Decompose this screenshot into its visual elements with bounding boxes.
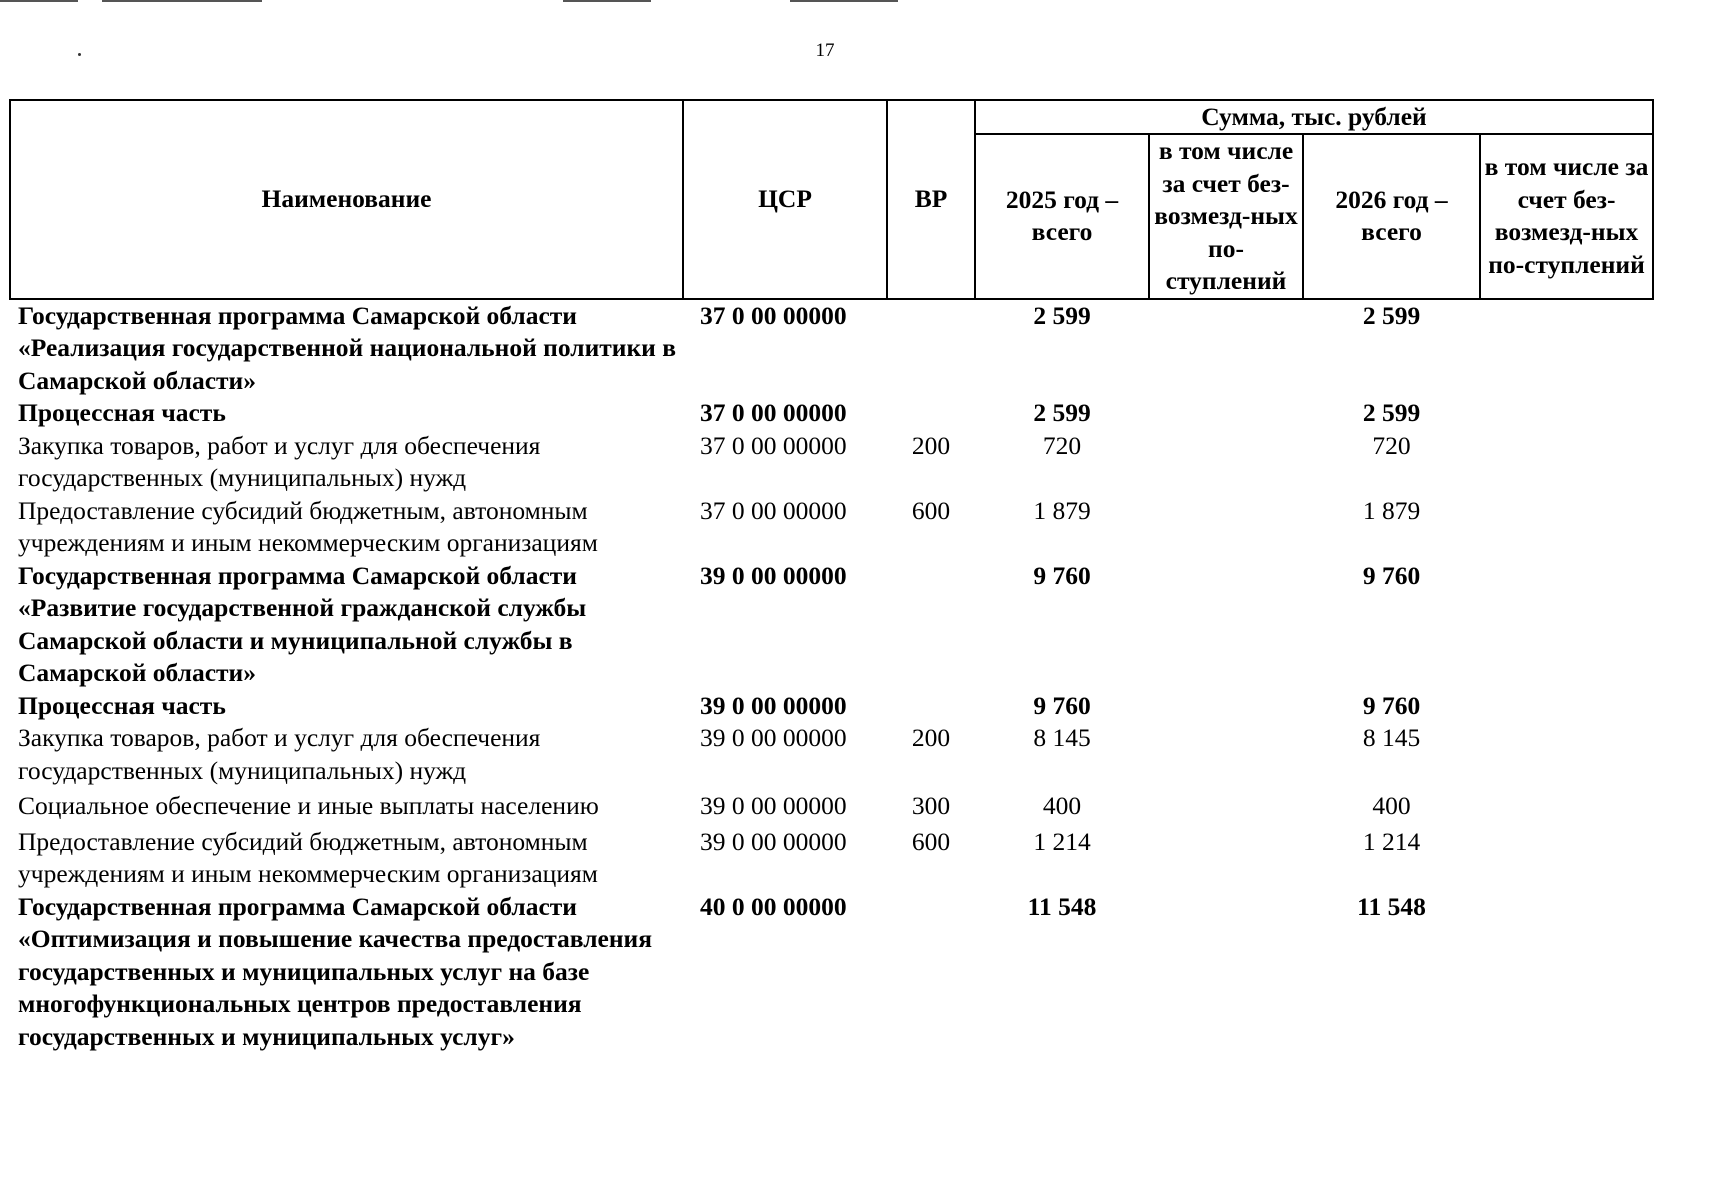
row-vr bbox=[887, 891, 975, 1054]
row-name: Закупка товаров, работ и услуг для обеспечения государственных (муниципальных) нужд bbox=[18, 723, 541, 785]
row-2025-grants bbox=[1149, 823, 1303, 891]
row-2026-total: 2 599 bbox=[1362, 300, 1421, 330]
row-name: Закупка товаров, работ и услуг для обеспечения государственных (муниципальных) нужд bbox=[18, 430, 541, 492]
row-2026-total: 8 145 bbox=[1362, 723, 1421, 752]
row-2025-grants bbox=[1149, 299, 1303, 398]
table-row bbox=[10, 495, 1653, 560]
row-2026-grants bbox=[1480, 430, 1653, 495]
header-csr: ЦСР bbox=[683, 100, 887, 299]
row-2026-total: 2 599 bbox=[1362, 398, 1421, 427]
row-2026-total: 720 bbox=[1372, 430, 1411, 460]
table-row bbox=[10, 299, 1653, 398]
row-2025-grants bbox=[1149, 787, 1303, 823]
row-csr: 39 0 00 00000 bbox=[700, 791, 847, 820]
row-name: Процессная часть bbox=[18, 398, 226, 427]
row-2025-grants bbox=[1149, 430, 1303, 495]
header-name: Наименование bbox=[10, 100, 683, 299]
row-csr: 37 0 00 00000 bbox=[700, 430, 847, 460]
header-2025-total: 2025 год – всего bbox=[975, 134, 1149, 299]
table-row bbox=[10, 722, 1653, 787]
row-2025-total: 8 145 bbox=[1033, 723, 1091, 752]
row-name: Социальное обеспечение и иные выплаты населению bbox=[18, 791, 599, 820]
row-vr bbox=[887, 690, 975, 723]
scan-artifact-line bbox=[0, 0, 78, 2]
row-csr: 40 0 00 00000 bbox=[700, 891, 847, 921]
row-2025-grants bbox=[1149, 690, 1303, 723]
row-2026-total: 9 760 bbox=[1362, 690, 1421, 720]
row-csr: 39 0 00 00000 bbox=[700, 690, 847, 720]
header-vr: ВР bbox=[887, 100, 975, 299]
row-vr bbox=[887, 299, 975, 398]
row-2026-grants bbox=[1480, 690, 1653, 723]
row-2026-grants bbox=[1480, 299, 1653, 398]
row-2026-total: 1 214 bbox=[1362, 826, 1421, 856]
row-2026-grants bbox=[1480, 397, 1653, 430]
page-number: 17 bbox=[815, 40, 835, 61]
row-csr: 39 0 00 00000 bbox=[700, 560, 847, 590]
row-2025-total: 720 bbox=[1042, 430, 1082, 460]
row-2025-grants bbox=[1149, 560, 1303, 690]
row-2025-grants bbox=[1149, 495, 1303, 560]
header-2026-total: 2026 год – всего bbox=[1303, 134, 1480, 299]
row-2025-grants bbox=[1149, 722, 1303, 787]
row-name: Государственная программа Самарской области «Развитие государственной гражданской службы Самарской области и муниципальной службы в Самарской области» bbox=[18, 560, 587, 687]
row-name: Государственная программа Самарской области «Оптимизация и повышение качества предоставления государственных и муниципальных услуг на базе многофункциональных центров предоставления государственных и муниципальных услуг» bbox=[18, 891, 653, 1051]
row-2026-grants bbox=[1480, 495, 1653, 560]
row-2026-total: 400 bbox=[1372, 791, 1411, 820]
row-csr: 39 0 00 00000 bbox=[700, 826, 847, 856]
row-2026-grants bbox=[1480, 560, 1653, 690]
table-row bbox=[10, 397, 1653, 430]
row-name: Государственная программа Самарской области «Реализация государственной национальной политики в Самарской области» bbox=[18, 300, 677, 395]
row-2025-total: 11 548 bbox=[1027, 891, 1097, 921]
row-csr: 37 0 00 00000 bbox=[700, 300, 847, 330]
header-sum: Сумма, тыс. рублей bbox=[975, 100, 1653, 134]
row-vr: 600 bbox=[911, 826, 951, 856]
row-2025-total: 9 760 bbox=[1033, 690, 1091, 720]
row-2026-total: 11 548 bbox=[1357, 891, 1426, 921]
row-2026-total: 1 879 bbox=[1362, 495, 1421, 525]
row-vr: 300 bbox=[911, 791, 951, 820]
scan-artifact-line bbox=[790, 0, 898, 2]
row-2025-grants bbox=[1149, 397, 1303, 430]
row-2026-grants bbox=[1480, 722, 1653, 787]
budget-table bbox=[9, 99, 1654, 1053]
header-2026-grants: в том числе за счет без-возмезд-ных по-ступлений bbox=[1480, 134, 1653, 299]
row-2025-total: 1 879 bbox=[1033, 495, 1091, 525]
row-2026-grants bbox=[1480, 891, 1653, 1054]
scan-artifact-line bbox=[102, 0, 262, 2]
row-2026-grants bbox=[1480, 823, 1653, 891]
row-csr: 39 0 00 00000 bbox=[700, 723, 847, 752]
scan-artifact-line bbox=[563, 0, 651, 2]
table-row bbox=[10, 891, 1653, 1054]
row-2025-total: 2 599 bbox=[1033, 300, 1091, 330]
row-2025-total: 400 bbox=[1042, 791, 1082, 820]
row-2025-total: 9 760 bbox=[1033, 560, 1091, 590]
row-csr: 37 0 00 00000 bbox=[700, 398, 847, 427]
row-2026-grants bbox=[1480, 787, 1653, 823]
row-name: Процессная часть bbox=[18, 690, 226, 720]
row-vr: 200 bbox=[911, 430, 951, 460]
header-2025-grants: в том числе за счет без-возмезд-ных по-ступлений bbox=[1149, 134, 1303, 299]
row-csr: 37 0 00 00000 bbox=[700, 495, 847, 525]
table-row bbox=[10, 690, 1653, 723]
row-vr bbox=[887, 560, 975, 690]
row-vr bbox=[887, 397, 975, 430]
row-2025-grants bbox=[1149, 891, 1303, 1054]
table-row bbox=[10, 823, 1653, 891]
row-name: Предоставление субсидий бюджетным, автономным учреждениям и иным некоммерческим организациям bbox=[18, 495, 598, 557]
row-name: Предоставление субсидий бюджетным, автономным учреждениям и иным некоммерческим организациям bbox=[18, 826, 598, 888]
row-vr: 600 bbox=[911, 495, 951, 525]
row-2025-total: 1 214 bbox=[1033, 826, 1091, 856]
table-row bbox=[10, 560, 1653, 690]
table-row bbox=[10, 787, 1653, 823]
table-row bbox=[10, 430, 1653, 495]
row-vr: 200 bbox=[911, 723, 951, 752]
row-2025-total: 2 599 bbox=[1033, 398, 1091, 427]
row-2026-total: 9 760 bbox=[1362, 560, 1421, 590]
